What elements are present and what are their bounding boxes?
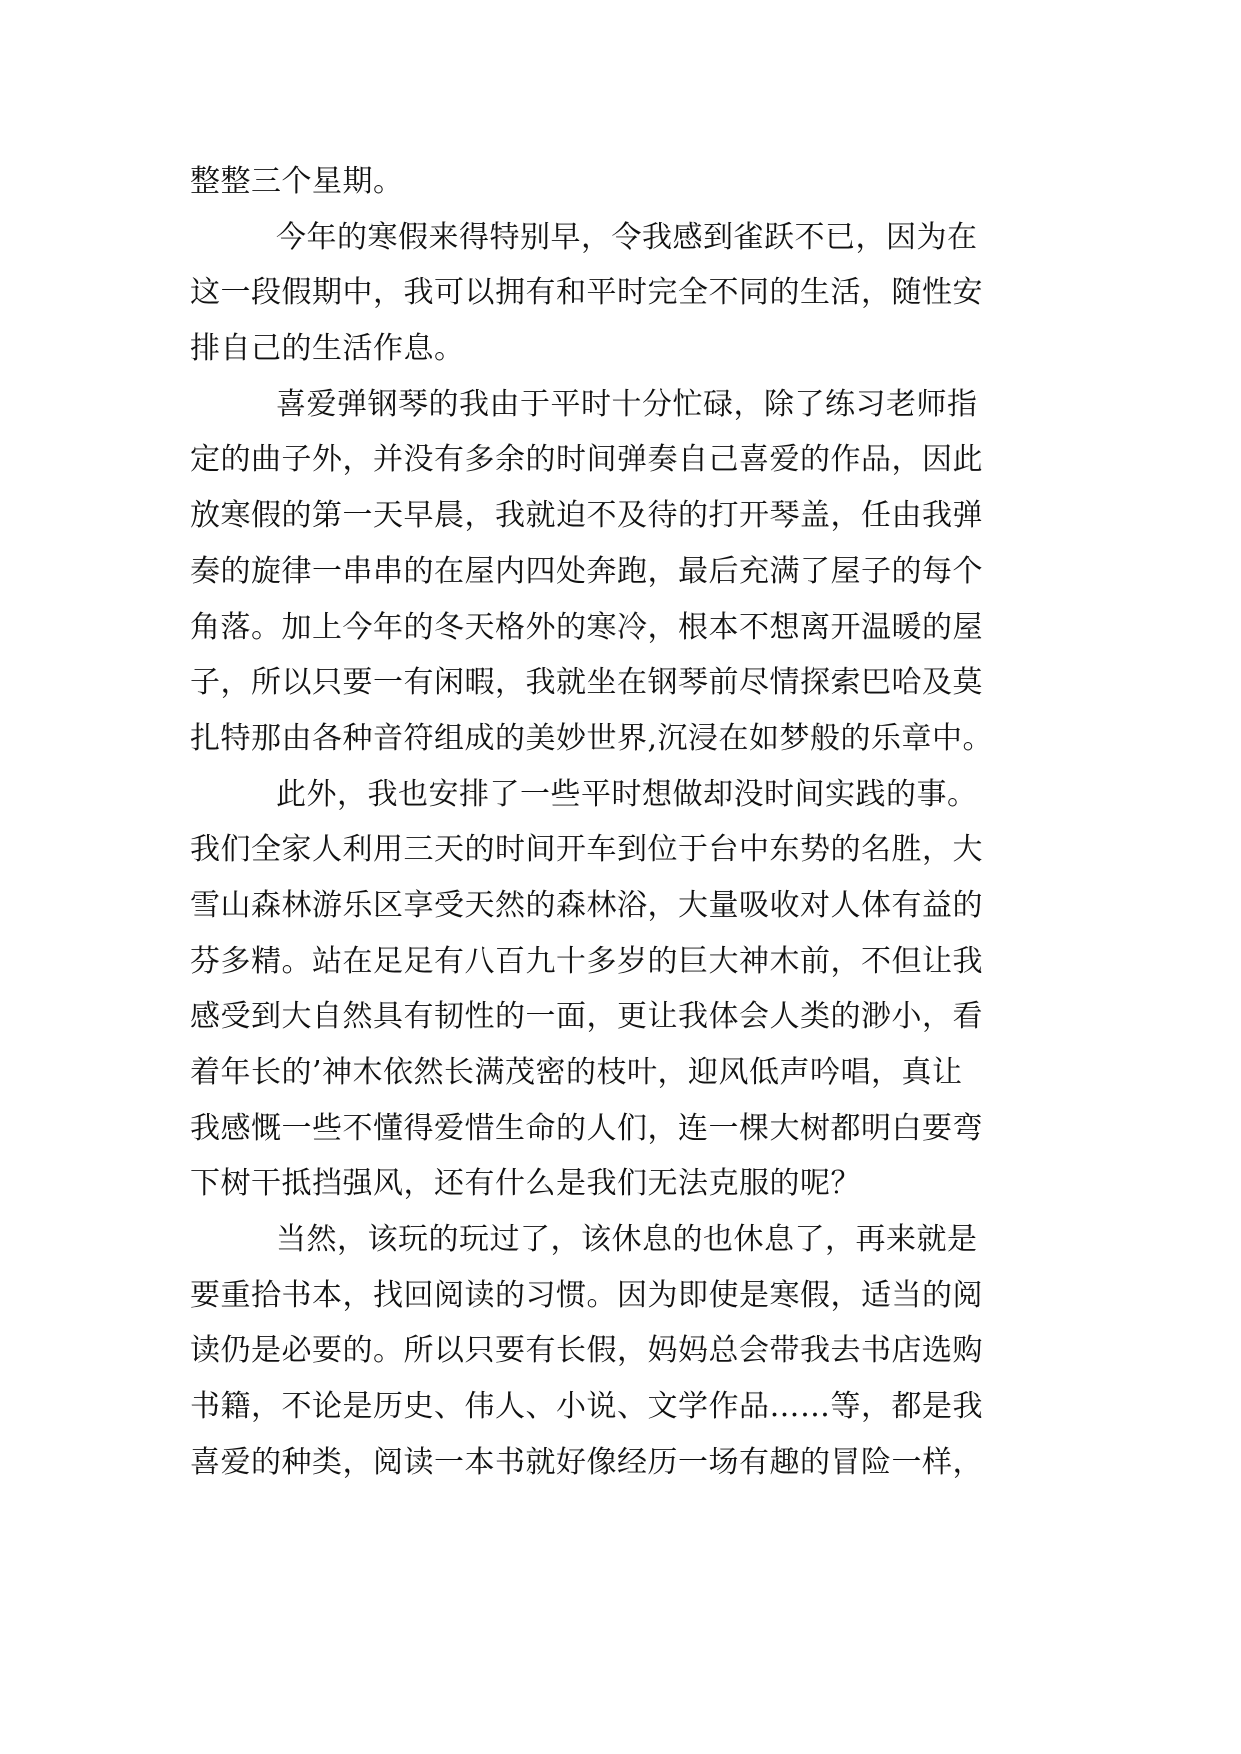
text-line: 此外，我也安排了一些平时想做却没时间实践的事。 — [276, 776, 978, 812]
text-line: 排自己的生活作息。 — [190, 331, 465, 367]
text-line: 下树干抵挡强风，还有什么是我们无法克服的呢？ — [190, 1166, 861, 1202]
text-line: 我感慨一些不懂得爱惜生命的人们，连一棵大树都明白要弯 — [190, 1110, 983, 1146]
text-line: 喜爱的种类，阅读一本书就好像经历一场有趣的冒险一样， — [190, 1444, 983, 1480]
text-line: 奏的旋律一串串的在屋内四处奔跑，最后充满了屋子的每个 — [190, 553, 983, 589]
essay-text — [190, 154, 1060, 1491]
text-line: 整整三个星期。 — [190, 164, 404, 199]
text-line: 着年长的’神木依然长满茂密的枝叶，迎风低声吟唱，真让 — [190, 1055, 963, 1090]
text-line: 定的曲子外，并没有多余的时间弹奏自己喜爱的作品，因此 — [190, 442, 983, 478]
text-line: 芬多精。站在足足有八百九十多岁的巨大神木前，不但让我 — [190, 943, 983, 979]
text-line: 书籍，不论是历史、伟人、小说、文学作品……等，都是我 — [190, 1389, 983, 1425]
text-line: 当然，该玩的玩过了，该休息的也休息了，再来就是 — [276, 1222, 978, 1258]
text-line: 子，所以只要一有闲暇，我就坐在钢琴前尽情探索巴哈及莫 — [190, 665, 983, 701]
text-line: 角落。加上今年的冬天格外的寒冷，根本不想离开温暖的屋 — [190, 609, 983, 645]
text-line: 喜爱弹钢琴的我由于平时十分忙碌，除了练习老师指 — [276, 386, 978, 422]
text-line: 雪山森林游乐区享受天然的森林浴，大量吸收对人体有益的 — [190, 887, 983, 923]
text-line: 扎特那由各种音符组成的美妙世界,沉浸在如梦般的乐章中。 — [190, 720, 994, 756]
text-line: 放寒假的第一天早晨，我就迫不及待的打开琴盖，任由我弹 — [190, 498, 983, 534]
text-line: 读仍是必要的。所以只要有长假，妈妈总会带我去书店选购 — [190, 1333, 983, 1369]
text-line: 要重拾书本，找回阅读的习惯。因为即使是寒假，适当的阅 — [190, 1277, 983, 1313]
text-line: 这一段假期中，我可以拥有和平时完全不同的生活，随性安 — [190, 275, 983, 311]
text-line: 今年的寒假来得特别早，令我感到雀跃不已，因为在 — [276, 219, 978, 255]
text-line: 我们全家人利用三天的时间开车到位于台中东势的名胜，大 — [190, 832, 983, 868]
text-line: 感受到大自然具有韧性的一面，更让我体会人类的渺小，看 — [190, 999, 983, 1035]
